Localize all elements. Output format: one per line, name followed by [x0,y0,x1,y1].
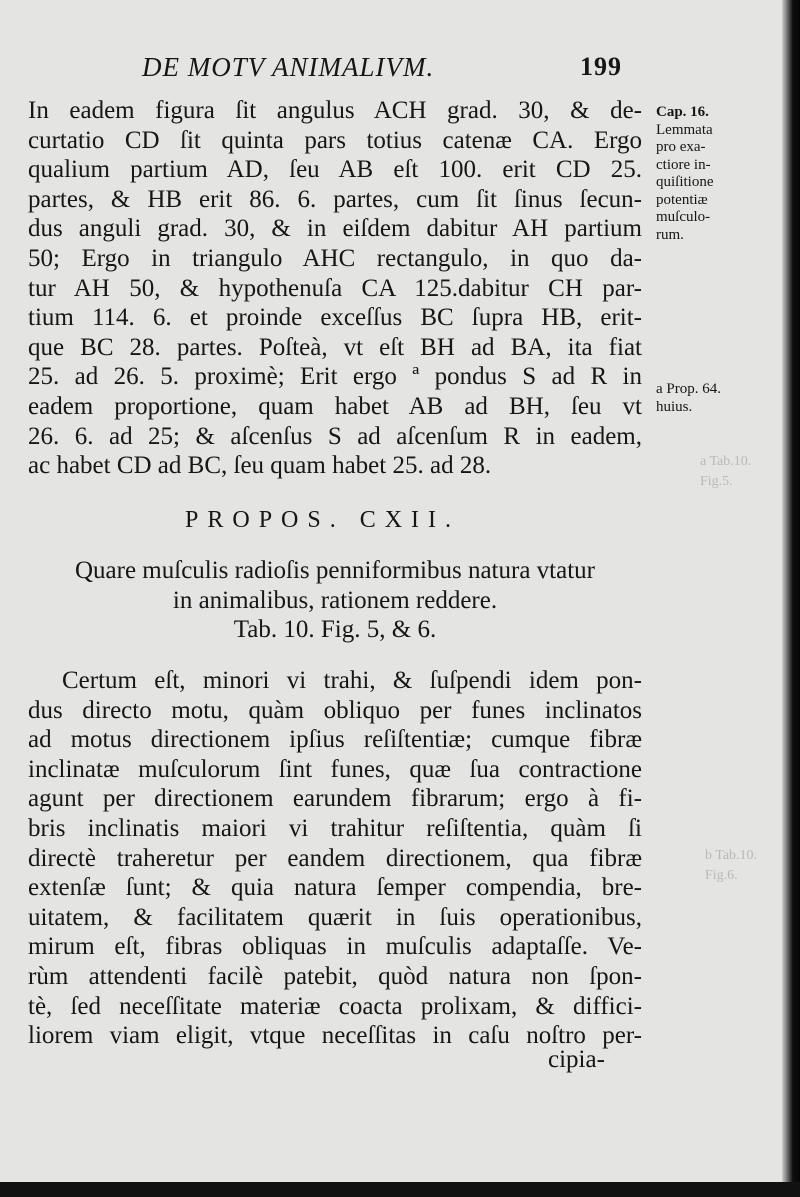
margin-note-lemmata [656,104,774,244]
text-line: dus directo motu, quàm obliquo per funes inclinatos [28,696,642,724]
text-line: tur AH 50, & hypothenuſa CA 125.dabitur CH par- [28,274,642,302]
catchword: cipia- [548,1046,605,1073]
text-line: mirum eſt, fibras obliquas in muſculis adaptaſſe. Ve- [28,933,642,961]
text-line: 25. ad 26. 5. proximè; Erit ergo ª pondus S ad R in [28,363,642,391]
text-line: dus anguli grad. 30, & in eiſdem dabitur AH partium [28,215,642,243]
text-line: tium 114. 6. et proinde exceſſus BC ſupra HB, erit- [28,304,642,332]
margin-line: a Prop. 64. [656,381,721,397]
figure-reference: Tab. 10. Fig. 5, & 6. [233,616,437,644]
text-line: tè, ſed neceſſitate materiæ coacta prolixam, & diffici- [28,992,642,1020]
text-line: uitatem, & facilitatem quærit in ſuis operationibus, [28,903,642,931]
text-line: ad motus directionem ipſius reſiſtentiæ; cumque fibræ [28,726,642,754]
paragraph-1 [28,96,642,481]
margin-line: potentiæ [656,191,708,208]
margin-line: muſculo- [656,209,711,225]
text-line: 50; Ergo in triangulo AHC rectangulo, in quo da- [28,244,642,272]
text-line: inclinatæ muſculorum ſint funes, quæ ſua contractione [28,755,642,783]
text-line: partes, & HB erit 86. 6. partes, cum ſit ſinus ſecun- [28,185,642,213]
text-line: curtatio CD ſit quinta pars totius catenæ CA. Ergo [28,126,642,154]
text-line: qualium partium AD, ſeu AB eſt 100. erit CD 25. [28,156,642,184]
text-line: eadem proportione, quam habet AB ad BH, ſeu vt [28,392,642,420]
text-line: directè traheretur per eandem directionem, qua fibræ [28,844,642,872]
bleed-through-text: b Tab.10. Fig.6. [705,848,758,883]
text-line: 26. 6. ad 25; & aſcenſus S ad aſcenſum R in eadem, [28,422,642,450]
margin-line: huius. [656,398,693,415]
running-header [142,52,622,88]
text-line: in animalibus, rationem reddere. [172,586,498,614]
bleed-through-text: a Tab.10. Fig.5. [700,454,752,489]
margin-note-reference [656,381,774,416]
page-number: 199 [580,52,622,81]
text-line: Certum eſt, minori vi trahi, & ſuſpendi idem pon- [62,667,642,694]
margin-line: rum. [656,226,684,243]
proposition-statement [28,556,642,645]
text-line: que BC 28. partes. Poſteà, vt eſt BH ad BA, ita fiat [28,333,642,361]
margin-line: Cap. 16. [656,104,709,120]
text-line: agunt per directionem earundem fibrarum; ergo à fi- [28,785,642,813]
text-line: bris inclinatis maiori vi trahitur reſiſtentia, quàm ſi [28,814,642,842]
margin-line: pro exa- [656,139,706,155]
text-line: Quare muſculis radioſis penniformibus natura vtatur [74,557,595,584]
text-line: liorem viam eligit, vtque neceſſitas in caſu noſtro per- [28,1022,642,1050]
text-line: rùm attendenti facilè patebit, quòd natura non ſpon- [28,962,642,990]
margin-line: Lemmata [656,121,713,138]
proposition-heading: PROPOS. CXII. [185,507,461,533]
running-title: DE MOTV ANIMALIVM. [142,52,435,82]
page-edge-shadow [782,0,800,1197]
text-line: extenſæ ſunt; & quia natura ſemper compendia, bre- [28,874,642,902]
margin-line: quiſitione [656,174,714,190]
text-line: ac habet CD ad BC, ſeu quam habet 25. ad 28. [28,452,492,480]
page-edge-bottom [0,1182,800,1197]
margin-line: ctiore in- [656,156,711,173]
paragraph-2 [28,666,642,1051]
text-line: In eadem figura ſit angulus ACH grad. 30, & de- [28,97,642,124]
